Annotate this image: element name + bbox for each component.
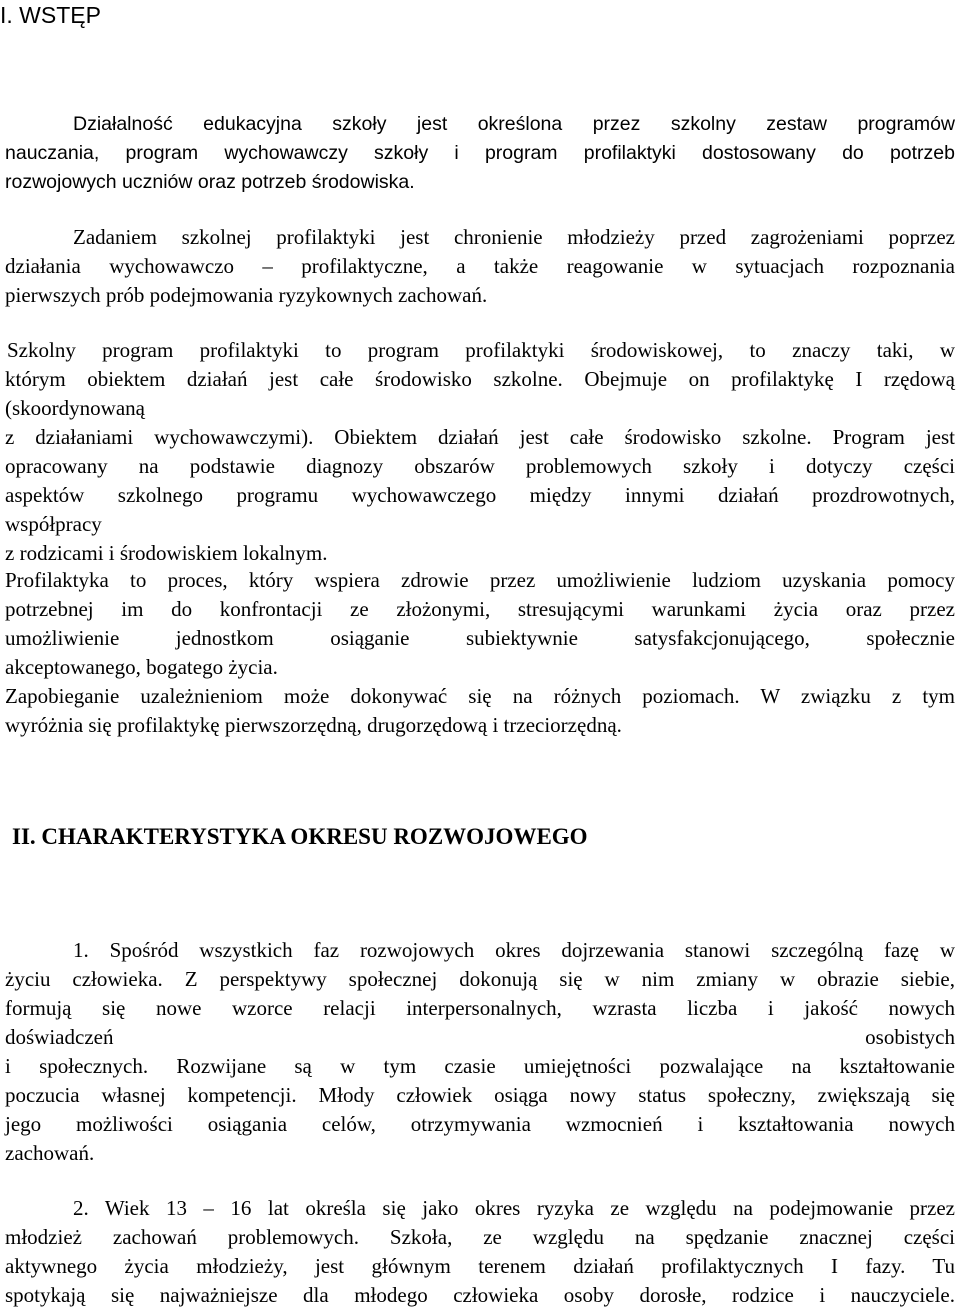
paragraph-risk-age <box>5 1194 955 1310</box>
paragraph-adolescence <box>5 936 955 1168</box>
text-line: Zapobieganie uzależnieniom może dokonywać się na różnych poziomach. W związku z tym <box>5 684 955 708</box>
text-line: z rodzicami i środowiskiem lokalnym. <box>5 541 328 565</box>
text-line: aspektów szkolnego programu wychowawczego między innymi działań prozdrowotnych, <box>5 483 955 507</box>
text-line: umożliwienie jednostkom osiąganie subiektywnie satysfakcjonującego, społecznie <box>5 626 955 650</box>
text-line: wyróżnia się profilaktykę pierwszorzędną, drugorzędową i trzeciorzędną. <box>5 713 622 737</box>
text-line: jego możliwości osiągania celów, otrzymywania wzmocnień i kształtowania nowych <box>5 1112 955 1136</box>
text-line: doświadczeń osobistych <box>5 1025 955 1049</box>
text-line: zachowań. <box>5 1141 95 1165</box>
text-line: pierwszych prób podejmowania ryzykownych zachowań. <box>5 283 488 307</box>
paragraph-educational-activity <box>5 110 955 197</box>
text-line: akceptowanego, bogatego życia. <box>5 655 278 679</box>
text-line: 1. Spośród wszystkich faz rozwojowych okres dojrzewania stanowi szczególną fazę w <box>73 938 955 962</box>
text-line: współpracy <box>5 512 102 536</box>
text-line: 2. Wiek 13 – 16 lat określa się jako okres ryzyka ze względu na podejmowanie przez <box>73 1196 955 1220</box>
text-line: aktywnego życia młodzieży, jest głównym terenem działań profilaktycznych I fazy. Tu <box>5 1254 955 1278</box>
text-line: spotykają się najważniejsze dla młodego człowieka osoby dorosłe, rodzice i nauczyciele. <box>5 1283 955 1307</box>
text-line: (skoordynowaną <box>5 396 145 420</box>
text-line: którym obiektem działań jest całe środowisko szkolne. Obejmuje on profilaktykę I rzędową <box>5 367 955 391</box>
text-line: młodzież zachowań problemowych. Szkoła, ze względu na spędzanie znacznej części <box>5 1225 955 1249</box>
text-line: Zadaniem szkolnej profilaktyki jest chronienie młodzieży przed zagrożeniami poprzez <box>73 225 955 249</box>
text-line: Działalność edukacyjna szkoły jest określona przez szkolny zestaw programów <box>73 113 955 135</box>
text-line: z działaniami wychowawczymi). Obiektem działań jest całe środowisko szkolne. Program jest <box>5 425 955 449</box>
text-line: działania wychowawczo – profilaktyczne, a także reagowanie w sytuacjach rozpoznania <box>5 254 955 278</box>
text-line: Profilaktyka to proces, który wspiera zdrowie przez umożliwienie ludziom uzyskania pomocy <box>5 568 955 592</box>
text-line: formują się nowe wzorce relacji interpersonalnych, wzrasta liczba i jakość nowych <box>5 996 955 1020</box>
text-line: Szkolny program profilaktyki to program profilaktyki środowiskowej, to znaczy taki, w <box>7 338 955 362</box>
text-line: życiu człowieka. Z perspektywy społecznej dokonują się w nim zmiany w obrazie siebie, <box>5 967 955 991</box>
paragraph-addiction-prevention <box>5 682 955 740</box>
paragraph-school-program <box>5 336 955 568</box>
heading-introduction: I. WSTĘP <box>0 2 101 28</box>
text-line: nauczania, program wychowawczy szkoły i program profilaktyki dostosowany do potrzeb <box>5 142 955 164</box>
heading-development-period: II. CHARAKTERYSTYKA OKRESU ROZWOJOWEGO <box>12 824 588 849</box>
paragraph-prevention-definition <box>5 566 955 682</box>
text-line: opracowany na podstawie diagnozy obszarów problemowych szkoły i dotyczy części <box>5 454 955 478</box>
text-line: i społecznych. Rozwijane są w tym czasie umiejętności pozwalające na kształtowanie <box>5 1054 955 1078</box>
text-line: potrzebnej im do konfrontacji ze złożonymi, stresującymi warunkami życia oraz przez <box>5 597 955 621</box>
text-line: rozwojowych uczniów oraz potrzeb środowiska. <box>5 171 415 193</box>
text-line: poczucia własnej kompetencji. Młody człowiek osiąga nowy status społeczny, zwiększają się <box>5 1083 955 1107</box>
paragraph-prevention-task <box>5 223 955 310</box>
